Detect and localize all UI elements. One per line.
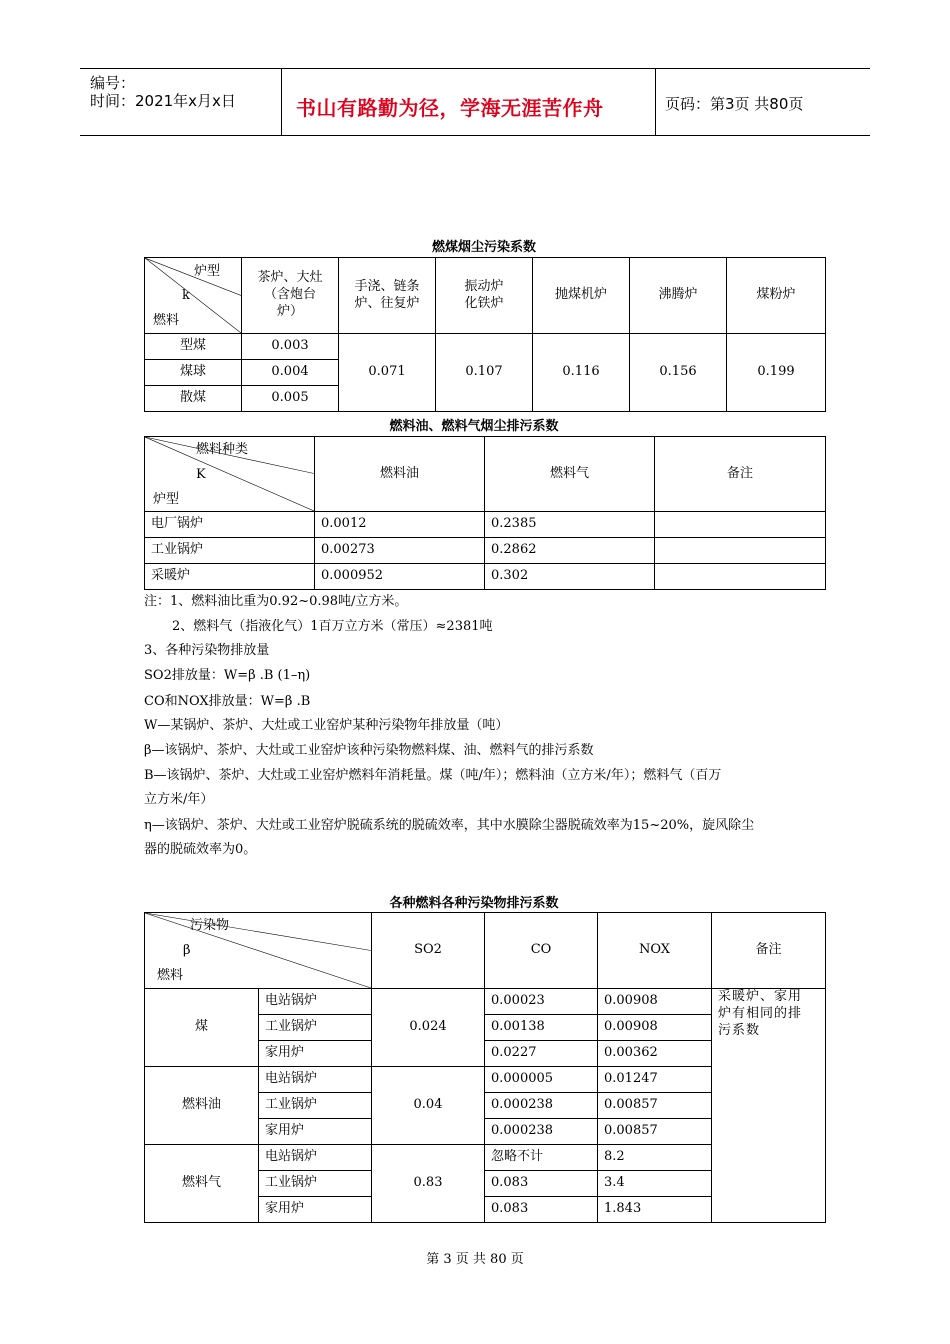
table1-shared-cell: 0.071	[339, 334, 436, 412]
table3-co-cell: 0.000005	[485, 1067, 598, 1093]
table3-co-cell: 0.00023	[485, 989, 598, 1015]
note-3: 3、各种污染物排放量	[144, 643, 270, 658]
table3-co-cell: 忽略不计	[485, 1145, 598, 1171]
table2-note-cell	[655, 564, 826, 590]
table2-col-header: 燃料气	[485, 437, 655, 512]
page-footer: 第 3 页 共 80 页	[426, 1252, 524, 1267]
header-bottom-rule	[80, 135, 870, 136]
table1-shared-cell: 0.199	[727, 334, 826, 412]
table3-fuel-cell: 燃料油	[145, 1067, 259, 1145]
header-top-rule	[80, 68, 870, 69]
table2-note-cell	[655, 538, 826, 564]
table3-boiler-cell: 工业锅炉	[259, 1171, 372, 1197]
table1-col-header	[242, 258, 339, 334]
table1-col-header	[436, 258, 533, 334]
table2-oil-cell: 0.0012	[315, 512, 485, 538]
table3-remark-line: 采暖炉、家用	[718, 989, 803, 1004]
table3-remark-line: 污系数	[718, 1022, 761, 1038]
table3-so2-cell: 0.024	[372, 989, 485, 1067]
table2	[144, 436, 826, 590]
table3-title: 各种燃料各种污染物排污系数	[389, 896, 559, 911]
table3-corner-bottom: 燃料	[157, 968, 184, 983]
note-5: CO和NOX排放量：W=β .B	[144, 694, 311, 709]
table3-co-cell: 0.083	[485, 1171, 598, 1197]
table1-col3-line: 振动炉	[464, 278, 504, 294]
table2-corner-middle: K	[196, 467, 206, 482]
table3-fuel-cell: 燃料气	[145, 1145, 259, 1223]
note-7: β—该锅炉、茶炉、大灶或工业窑炉该种污染物燃料煤、油、燃料气的排污系数	[144, 743, 594, 758]
note-8: B—该锅炉、茶炉、大灶或工业窑炉燃料年消耗量。煤（吨/年）；燃料油（立方米/年）；燃料气（百万	[144, 768, 722, 783]
header-divider-left	[281, 68, 282, 136]
table1-corner-bottom: 燃料	[153, 313, 180, 328]
table3-col-header: NOX	[598, 913, 712, 989]
note-9-cont: 器的脱硫效率为0。	[144, 842, 257, 857]
table3-boiler-cell: 家用炉	[259, 1197, 372, 1223]
header-motto: 书山有路勤为径，学海无涯苦作舟	[296, 96, 604, 120]
table3-nox-cell: 1.843	[598, 1197, 712, 1223]
table2-corner-bottom: 炉型	[153, 492, 180, 507]
table2-type-cell: 电厂锅炉	[145, 512, 315, 538]
table1-col2-line: 手浇、链条	[354, 278, 420, 294]
note-8-cont: 立方米/年）	[144, 792, 214, 807]
table1-corner-cell	[145, 258, 242, 334]
table2-gas-cell: 0.2862	[485, 538, 655, 564]
note-1: 注：1、燃料油比重为0.92~0.98吨/立方米。	[144, 594, 408, 609]
table3-fuel-cell: 煤	[145, 989, 259, 1067]
table2-type-cell: 采暖炉	[145, 564, 315, 590]
table1-col1-line: 炉）	[276, 303, 303, 319]
table1-col-header: 煤粉炉	[727, 258, 826, 334]
table1-value-cell: 0.003	[242, 334, 339, 360]
table1-col1-line: 茶炉、大灶	[257, 270, 323, 286]
table3-nox-cell: 0.00908	[598, 989, 712, 1015]
table1-corner-top: 炉型	[194, 264, 221, 279]
table1-shared-cell: 0.107	[436, 334, 533, 412]
table1-col3-line: 化铁炉	[464, 295, 504, 311]
table2-corner-cell	[145, 437, 315, 512]
table3-co-cell: 0.083	[485, 1197, 598, 1223]
table1-col-header	[339, 258, 436, 334]
table3-so2-cell: 0.04	[372, 1067, 485, 1145]
table2-corner-top: 燃料种类	[196, 442, 249, 457]
table3-nox-cell: 0.00362	[598, 1041, 712, 1067]
note-4: SO2排放量：W=β .B (1–η)	[144, 668, 311, 683]
table3-col-header: 备注	[712, 913, 826, 989]
note-6: W—某锅炉、茶炉、大灶或工业窑炉某种污染物年排放量（吨）	[144, 718, 509, 733]
table3-remark-line: 炉有相同的排	[718, 1005, 803, 1021]
table1-col1-line: （含炮台	[263, 287, 316, 303]
table3-co-cell: 0.000238	[485, 1119, 598, 1145]
table3-boiler-cell: 家用炉	[259, 1119, 372, 1145]
table3-co-cell: 0.000238	[485, 1093, 598, 1119]
table2-gas-cell: 0.2385	[485, 512, 655, 538]
table3-col-header: SO2	[372, 913, 485, 989]
table1-col-header: 抛煤机炉	[533, 258, 630, 334]
header-divider-right	[655, 68, 656, 136]
table3-nox-cell: 0.00857	[598, 1119, 712, 1145]
table2-col-header: 备注	[655, 437, 826, 512]
table3-nox-cell: 0.00908	[598, 1015, 712, 1041]
table2-note-cell	[655, 512, 826, 538]
header-number: 编号：	[90, 74, 136, 92]
table1-col2-line: 炉、往复炉	[354, 295, 420, 311]
table2-col-header: 燃料油	[315, 437, 485, 512]
table2-gas-cell: 0.302	[485, 564, 655, 590]
table3-boiler-cell: 工业锅炉	[259, 1015, 372, 1041]
table2-oil-cell: 0.00273	[315, 538, 485, 564]
table1-fuel-cell: 散煤	[145, 386, 242, 412]
table1	[144, 257, 826, 412]
table1-shared-cell: 0.156	[630, 334, 727, 412]
table3-nox-cell: 3.4	[598, 1171, 712, 1197]
table3-boiler-cell: 工业锅炉	[259, 1093, 372, 1119]
table1-value-cell: 0.004	[242, 360, 339, 386]
table3-boiler-cell: 电站锅炉	[259, 1145, 372, 1171]
table3-so2-cell: 0.83	[372, 1145, 485, 1223]
table1-value-cell: 0.005	[242, 386, 339, 412]
table1-shared-cell: 0.116	[533, 334, 630, 412]
note-9: η—该锅炉、茶炉、大灶或工业窑炉脱硫系统的脱硫效率，其中水膜除尘器脱硫效率为15~20%，旋风除尘	[144, 818, 755, 833]
table2-title: 燃料油、燃料气烟尘排污系数	[389, 419, 559, 434]
table1-col-header: 沸腾炉	[630, 258, 727, 334]
table2-oil-cell: 0.000952	[315, 564, 485, 590]
header-time: 时间：2021年x月x日	[90, 92, 236, 110]
table3-nox-cell: 8.2	[598, 1145, 712, 1171]
table3-nox-cell: 0.00857	[598, 1093, 712, 1119]
table3-boiler-cell: 家用炉	[259, 1041, 372, 1067]
table2-type-cell: 工业锅炉	[145, 538, 315, 564]
table3-boiler-cell: 电站锅炉	[259, 1067, 372, 1093]
table3-col-header: CO	[485, 913, 598, 989]
table3-corner-top: 污染物	[190, 918, 230, 933]
table3	[144, 912, 826, 1223]
table3-corner-cell	[145, 913, 372, 989]
table3-co-cell: 0.0227	[485, 1041, 598, 1067]
table3-boiler-cell: 电站锅炉	[259, 989, 372, 1015]
table1-fuel-cell: 型煤	[145, 334, 242, 360]
table1-fuel-cell: 煤球	[145, 360, 242, 386]
table3-remark-cell	[712, 989, 826, 1223]
note-2: 2、燃料气（指液化气）1百万立方米（常压）≈2381吨	[172, 619, 493, 634]
table3-co-cell: 0.00138	[485, 1015, 598, 1041]
header-page: 页码：第3页 共80页	[665, 95, 804, 113]
table3-nox-cell: 0.01247	[598, 1067, 712, 1093]
table1-corner-middle: k	[182, 288, 190, 303]
table1-title: 燃煤烟尘污染系数	[431, 240, 536, 255]
table3-corner-middle: β	[183, 943, 191, 958]
